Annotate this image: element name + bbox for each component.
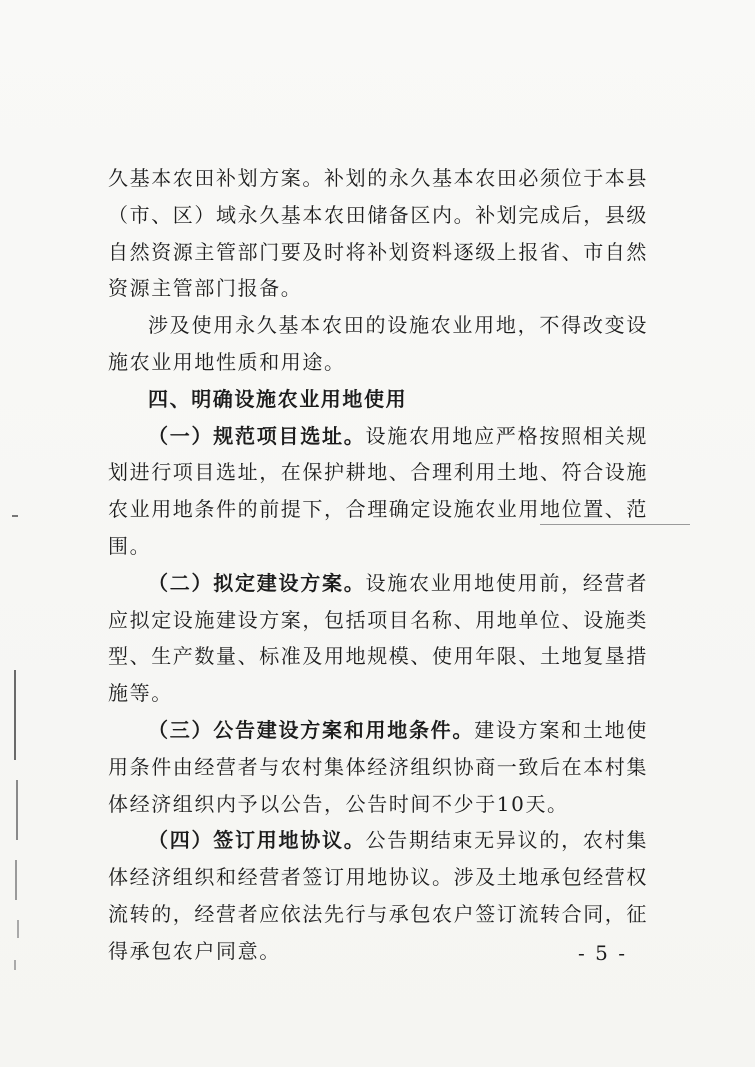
scan-artifact-margin-marks: [10, 670, 24, 1000]
item-title: （二）拟定建设方案。: [148, 570, 366, 595]
paragraph-permanent-farmland: 涉及使用永久基本农田的设施农业用地，不得改变设施农业用地性质和用途。: [108, 313, 648, 374]
item-text: 设施农用地应严格按照相关规划进行项目选址，在保护耕地、合理利用土地、符合设施农业用地条件的前提下，合理确定设施农业用地位置、范围。: [108, 423, 648, 558]
item-title: （三）公告建设方案和用地条件。: [148, 717, 475, 742]
item-public-notice: [108, 712, 648, 822]
item-text: 设施农业用地使用前，经营者应拟定设施建设方案，包括项目名称、用地单位、设施类型、生产数量、标准及用地规模、使用年限、土地复垦措施等。: [108, 570, 648, 706]
section-heading: 四、明确设施农业用地使用: [148, 386, 408, 411]
document-body: [108, 160, 648, 970]
item-land-agreement: [108, 822, 648, 969]
item-title: （一）规范项目选址。: [148, 423, 366, 448]
item-site-selection: [108, 418, 648, 565]
item-text: 建设方案和土地使用条件由经营者与农村集体经济组织协商一致后在本村集体经济组织内予以公告，公告时间不少于10天。: [108, 717, 649, 816]
item-construction-plan: [108, 565, 648, 712]
page-number: - 5 -: [578, 941, 627, 965]
item-title: （四）签订用地协议。: [148, 828, 366, 853]
scan-artifact-line: [540, 524, 690, 525]
scan-artifact-dot: [12, 515, 18, 517]
paragraph-continuation: 久基本农田补划方案。补划的永久基本农田必须位于本县（市、区）域永久基本农田储备区内。补划完成后，县级自然资源主管部门要及时将补划资料逐级上报省、市自然资源主管部门报备。: [108, 166, 648, 301]
item-text: 公告期结束无异议的，农村集体经济组织和经营者签订用地协议。涉及土地承包经营权流转的，经营者应依法先行与承包农户签订流转合同，征得承包农户同意。: [108, 828, 648, 963]
